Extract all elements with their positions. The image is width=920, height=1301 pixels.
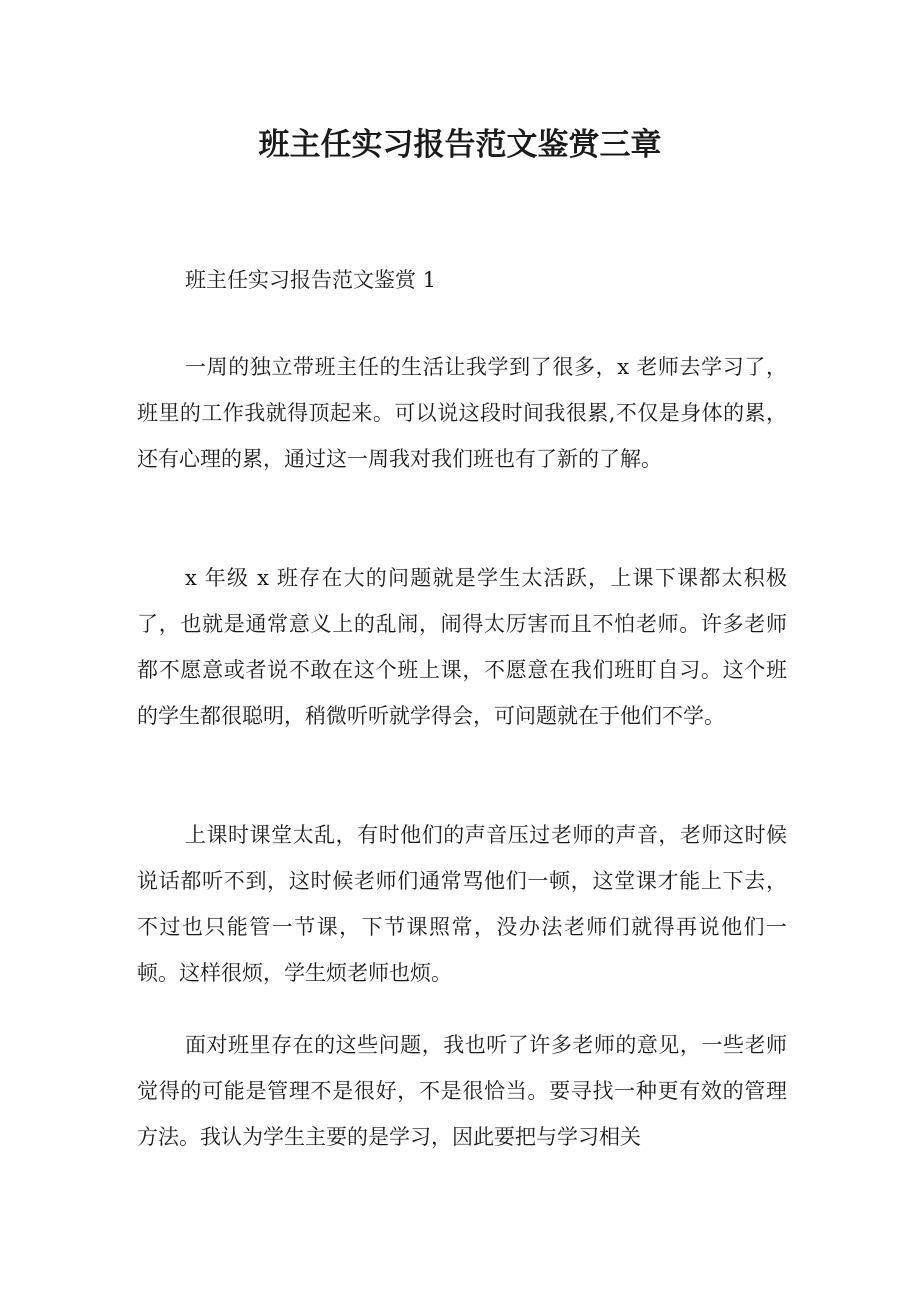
paragraph-4: 面对班里存在的这些问题，我也听了许多老师的意见，一些老师觉得的可能是管理不是很好，不是很恰当。要寻找一种更有效的管理方法。我认为学生主要的是学习，因此要把与学习相关	[137, 1033, 787, 1149]
paragraph-2: x 年级 x 班存在大的问题就是学生太活跃，上课下课都太积极了，也就是通常意义上的乱闹，闹得太厉害而且不怕老师。许多老师都不愿意或者说不敢在这个班上课，不愿意在我们班盯自习。这个班的学生都很聪明，稍微听听就学得会，可问题就在于他们不学。	[137, 566, 787, 728]
paragraph-1: 一周的独立带班主任的生活让我学到了很多，x 老师去学习了，班里的工作我就得顶起来。可以说这段时间我很累,不仅是身体的累，还有心理的累，通过这一周我对我们班也有了新的了解。	[137, 355, 787, 471]
section-heading: 班主任实习报告范文鉴赏 1	[185, 268, 437, 292]
paragraph-3: 上课时课堂太乱，有时他们的声音压过老师的声音，老师这时候说话都听不到，这时候老师们通常骂他们一顿，这堂课才能上下去，不过也只能管一节课，下节课照常，没办法老师们就得再说他们一顿。这样很烦，学生烦老师也烦。	[137, 823, 787, 985]
document-title: 班主任实习报告范文鉴赏三章	[258, 127, 662, 163]
